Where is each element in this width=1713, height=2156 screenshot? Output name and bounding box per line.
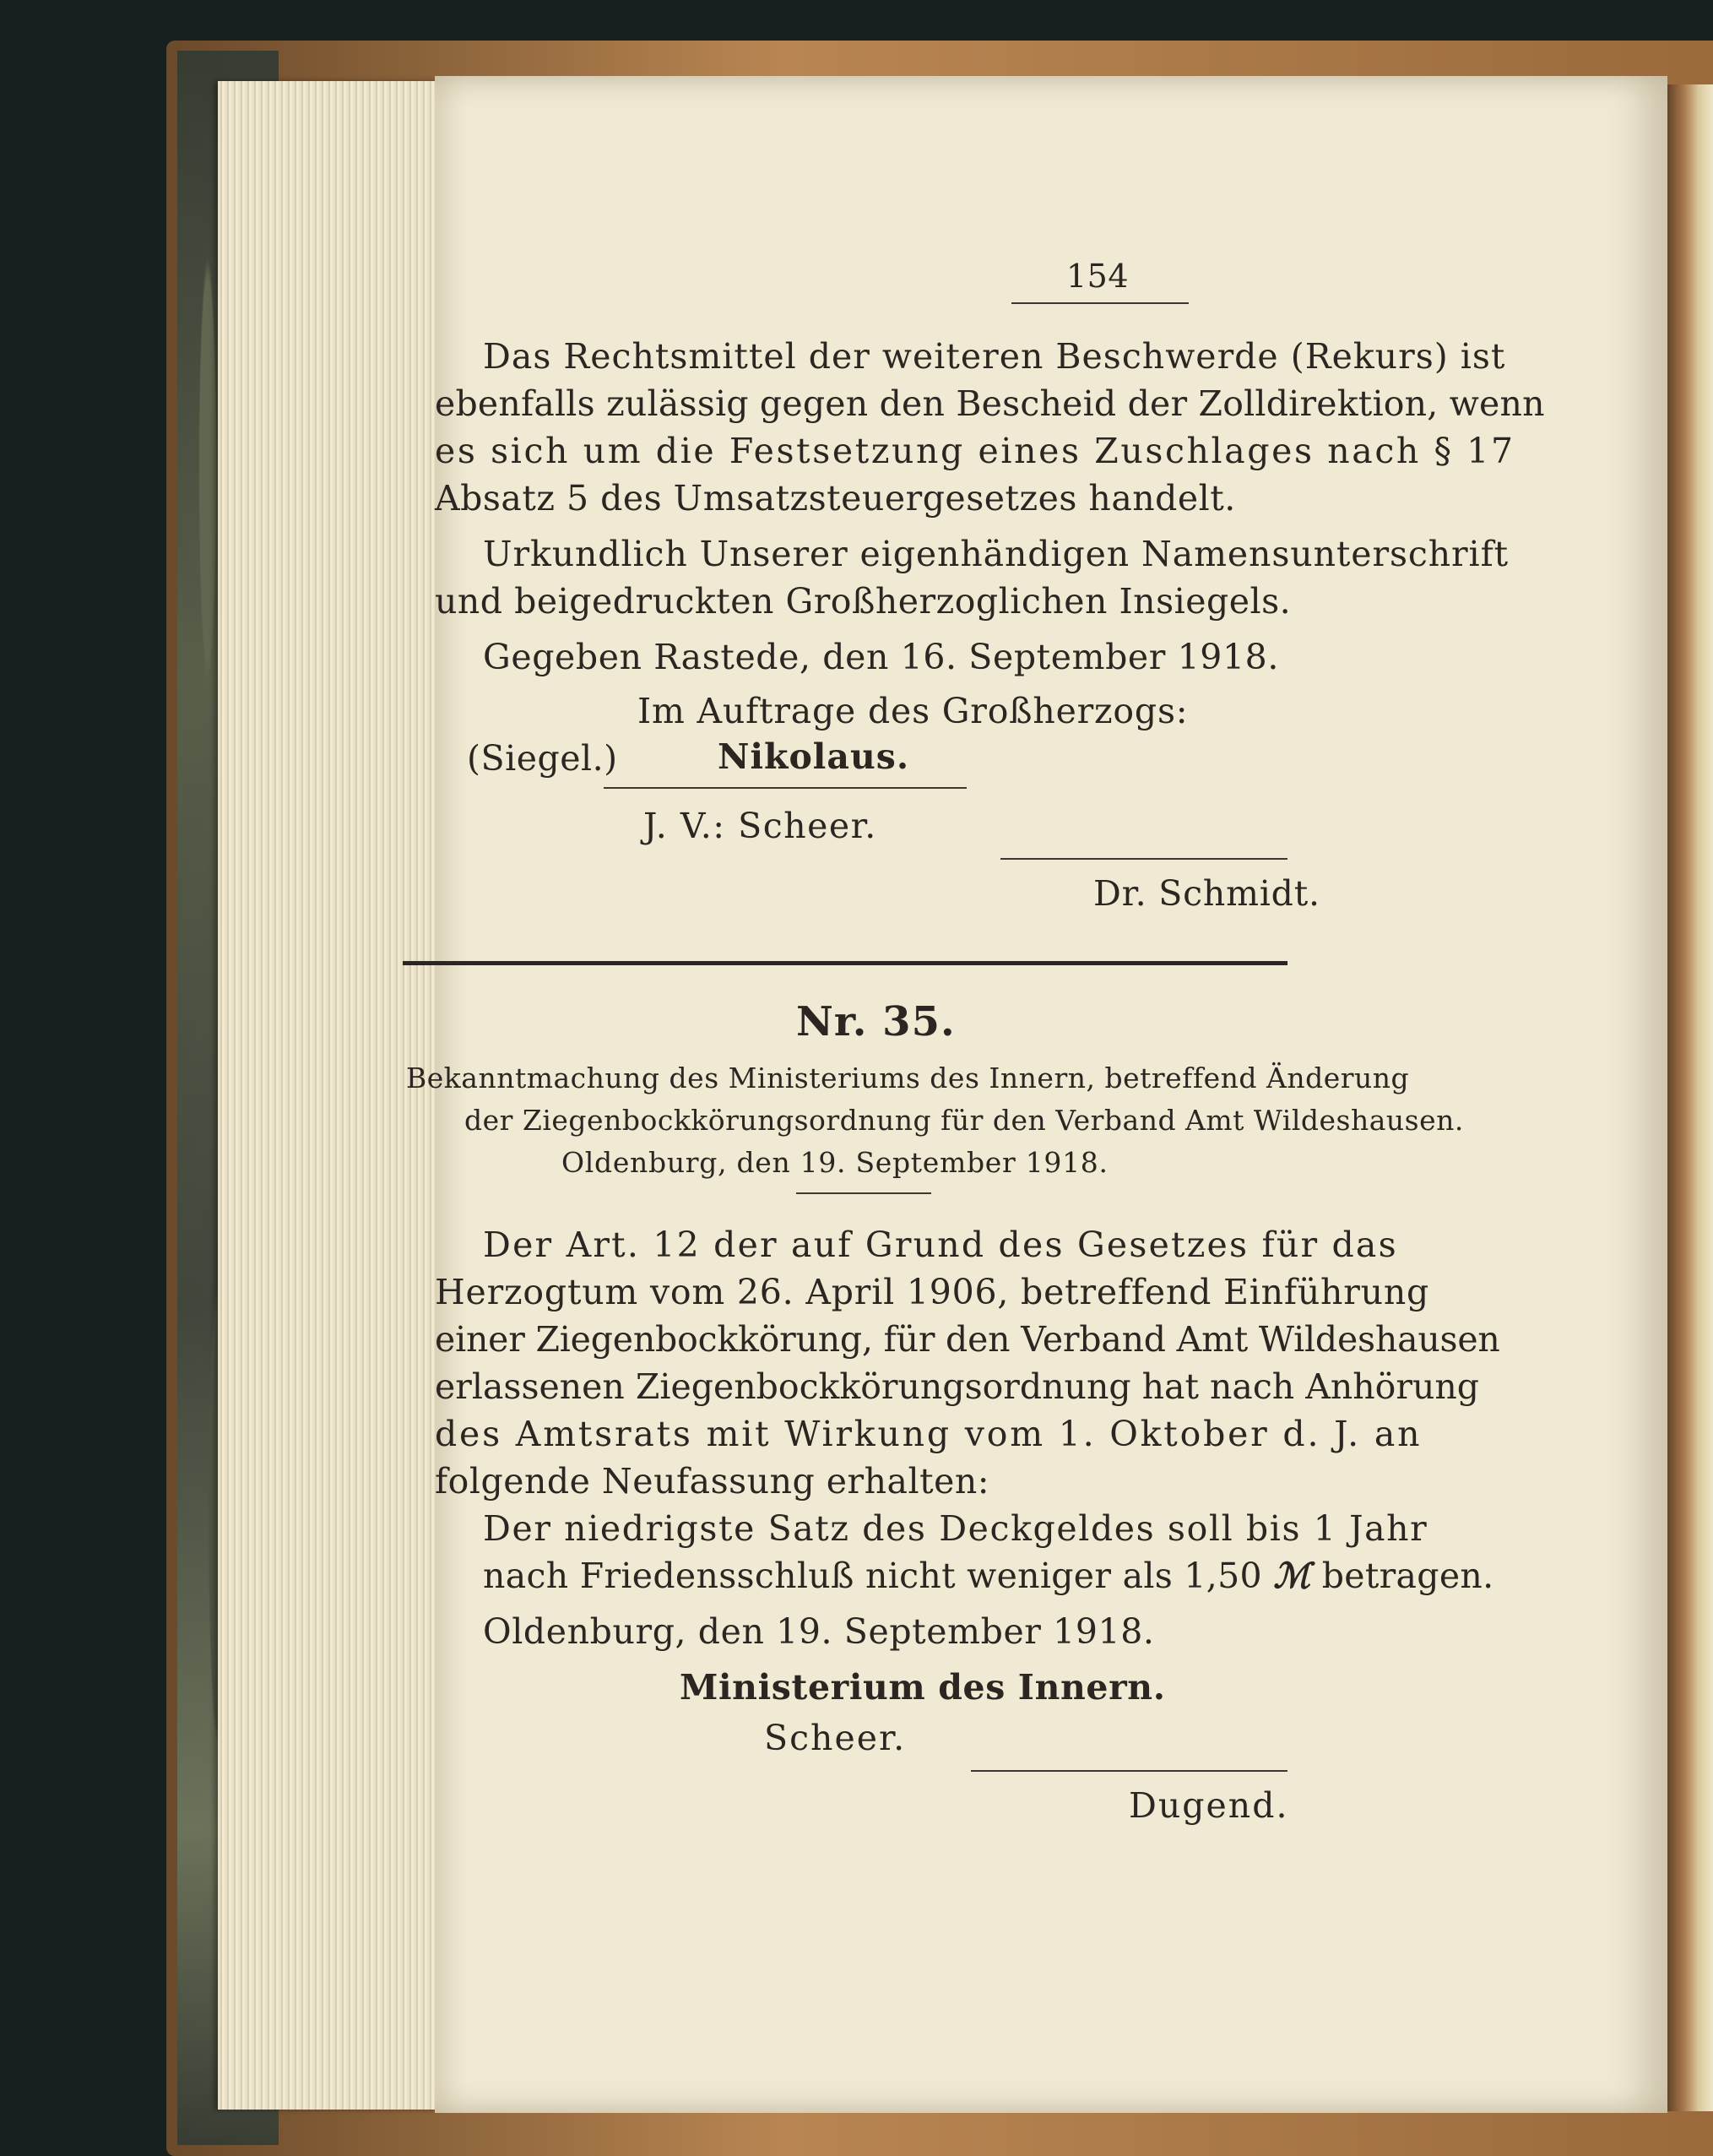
paragraph3-line: einer Ziegenbockkörung, für den Verband Amt Wildeshausen [435, 1319, 1500, 1360]
paragraph3-line: des Amtsrats mit Wirkung vom 1. Oktober d. J. an [435, 1414, 1423, 1454]
paragraph3-line: Herzogtum vom 26. April 1906, betreffend Einführung [435, 1272, 1430, 1312]
section-heading: Nr. 35. [796, 998, 956, 1045]
paragraph4-line: Der niedrigste Satz des Deckgeldes soll bis 1 Jahr [483, 1508, 1428, 1549]
dateline: Oldenburg, den 19. September 1918. [483, 1611, 1155, 1652]
paragraph4-text: nach Friedensschluß nicht weniger als 1,50 [483, 1556, 1262, 1596]
countersignatory: Dugend. [1129, 1785, 1289, 1826]
paragraph1-line: ebenfalls zulässig gegen den Bescheid der Zolldirektion, wenn [435, 383, 1545, 424]
document-page [406, 76, 1667, 2113]
page-edges [218, 81, 446, 2110]
section-divider [403, 961, 1287, 965]
signature-rule [604, 787, 967, 789]
subtitle-rule [796, 1192, 931, 1194]
paragraph1-line: Absatz 5 des Umsatzsteuergesetzes handelt. [435, 478, 1236, 519]
paragraph4-line-last [483, 1556, 1494, 1596]
currency-mark: ℳ [1273, 1556, 1311, 1596]
section-subtitle: Bekanntmachung des Ministeriums des Innern, betreffend Änderung [406, 1062, 1410, 1094]
ministry-name: Ministerium des Innern. [680, 1667, 1166, 1708]
page-number: 154 [1066, 258, 1130, 295]
page-number-rule [1011, 302, 1189, 304]
ministry-signatory: Scheer. [764, 1718, 907, 1758]
paragraph1-line: es sich um die Festsetzung eines Zuschlages nach § 17 [435, 431, 1515, 471]
seal-note: (Siegel.) [467, 738, 618, 779]
paragraph2-line: Urkundlich Unserer eigenhändigen Namensunterschrift [483, 534, 1510, 574]
section-date: Oldenburg, den 19. September 1918. [561, 1146, 1109, 1179]
paragraph4-text-end: betragen. [1321, 1556, 1494, 1596]
deputy-signatory: J. V.: Scheer. [643, 806, 877, 846]
signatory-name: Nikolaus. [718, 736, 910, 777]
paragraph3-line: erlassenen Ziegenbockkörungsordnung hat nach Anhörung [435, 1366, 1480, 1407]
commission-line: Im Auftrage des Großherzogs: [637, 691, 1189, 731]
paragraph1-line: Das Rechtsmittel der weiteren Beschwerde (Rekurs) ist [483, 336, 1506, 377]
paragraph3-line: folgende Neufassung erhalten: [435, 1461, 990, 1502]
countersignatory: Dr. Schmidt. [1093, 873, 1320, 914]
dateline: Gegeben Rastede, den 16. September 1918. [483, 637, 1279, 677]
countersign-rule [1000, 858, 1287, 860]
paragraph3-line: Der Art. 12 der auf Grund des Gesetzes für das [483, 1225, 1398, 1265]
countersign-rule [971, 1770, 1287, 1772]
section-subtitle: der Ziegenbockkörungsordnung für den Verband Amt Wildeshausen. [464, 1104, 1464, 1137]
binding-edge [1665, 84, 1713, 2111]
paragraph2-line: und beigedruckten Großherzoglichen Insiegels. [435, 581, 1292, 622]
